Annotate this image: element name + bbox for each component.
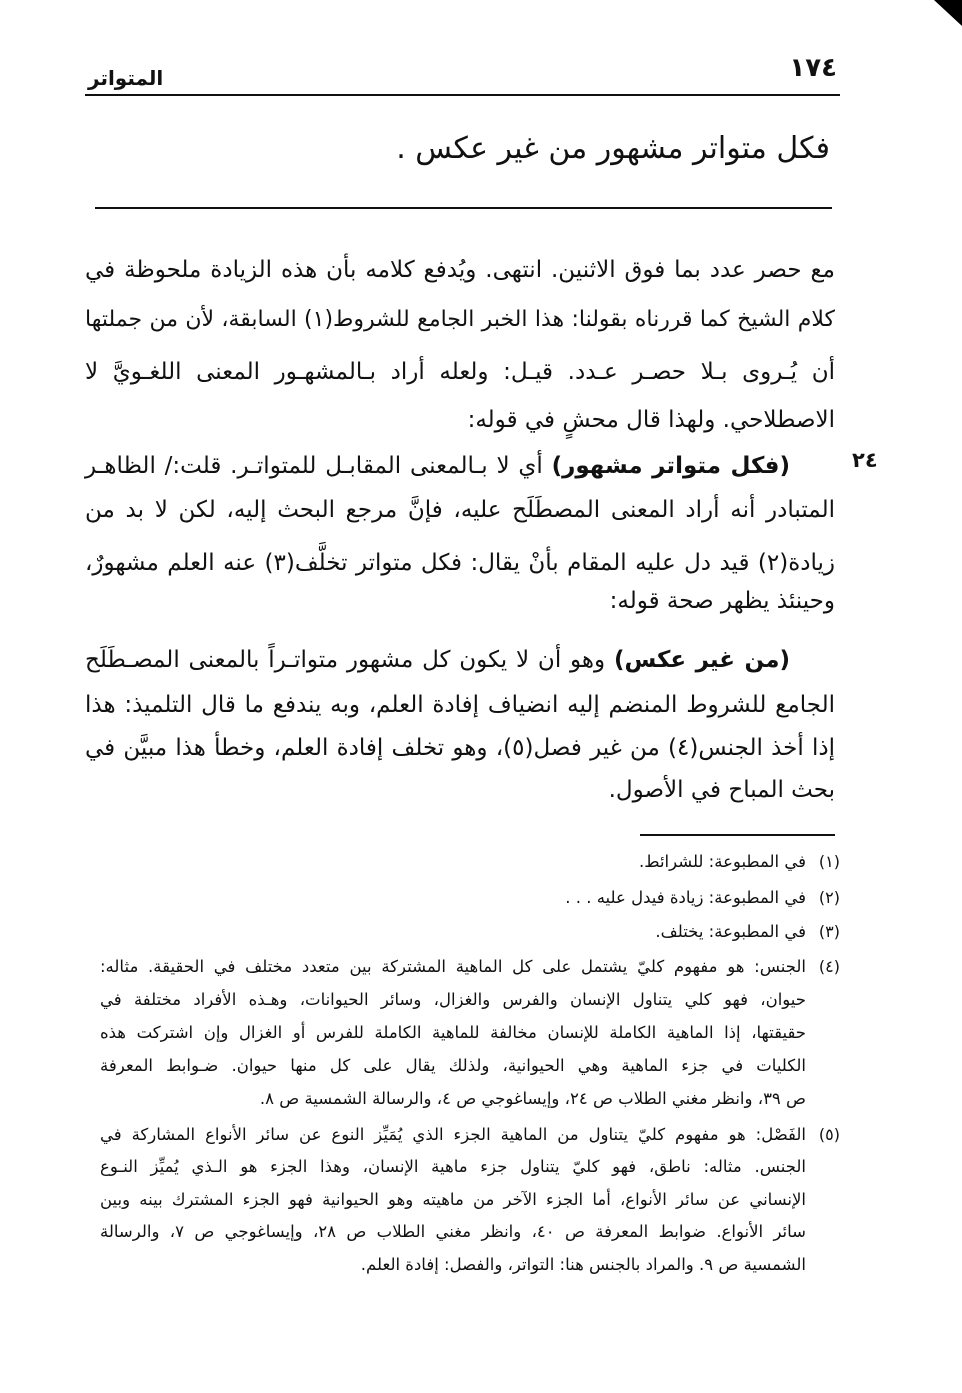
margin-number: ٢٤ <box>852 448 878 472</box>
header-rule <box>85 94 840 96</box>
commentary-line: الجامع للشروط المنضم إليه انضياف إفادة العلم، وبه يندفع ما قال التلميذ: هذا <box>85 692 835 718</box>
footnote-line: في المطبوعة: للشرائط. <box>639 852 806 871</box>
matn-rule <box>95 207 832 209</box>
running-title: المتواتر <box>88 66 164 90</box>
commentary-line: مع حصر عدد بما فوق الاثنين. انتهى. ويُدفع كلامه بأن هذه الزيادة ملحوظة في <box>85 257 835 283</box>
footnote-line: في المطبوعة: يختلف. <box>655 922 806 941</box>
footnote-line: حقيقتها، إذا الماهية الكاملة للإنسان مخالفة للماهية الكاملة للفرس أو الغزال وإن اشتركت هذه <box>100 1023 806 1042</box>
commentary-line <box>85 446 790 486</box>
corner-mark <box>934 0 962 26</box>
footnote-number: (٥) <box>818 1125 840 1144</box>
line-text: وهو أن لا يكون كل مشهور متواتـراً بالمعنى المصـطَلَح <box>85 647 614 673</box>
commentary-line: إذا أخذ الجنس(٤) من غير فصل(٥)، وهو تخلف إفادة العلم، وخطأ هذا مبيَّن في <box>85 735 835 761</box>
commentary-line: وحينئذ يظهر صحة قوله: <box>609 588 835 614</box>
footnote-number: (١) <box>818 852 840 871</box>
footnote-rule <box>640 834 835 836</box>
line-text: أي لا بـالمعنى المقابـل للمتواتـر. قلت:/ الظاهـر <box>85 453 552 479</box>
commentary-line: أن يُـروى بـلا حصـر عـدد. قيـل: ولعله أراد بـالمشهـور المعنى اللغـويَّ لا <box>85 359 835 385</box>
lemma-bold: (فكل متواتر مشهور) <box>551 453 790 479</box>
footnote-number: (٤) <box>818 957 840 976</box>
footnote-line: الإنساني عن سائر الأنواع، أما الجزء الآخر من ماهيته وهو الحيوانية فهو الجزء المشترك بينه وبين <box>100 1190 806 1209</box>
footnote-line: الجنس. مثاله: ناطق، فهو كليّ يتناول جزء ماهية الإنسان، وهذا الجزء هو الـذي يُميِّز النـوع <box>100 1157 806 1176</box>
footnote-line: الجنس: هو مفهوم كليّ يشتمل على كل الماهية المشتركة بين متعدد مختلف في الحقيقة. مثاله: <box>100 957 806 976</box>
commentary-line: المتبادر أنه أراد المعنى المصطَلَح عليه، فإنَّ مرجع البحث إليه، لكن لا بد من <box>85 497 835 523</box>
footnote-line: الشمسية ص ٩. والمراد بالجنس هنا: التواتر، والفصل: إفادة العلم. <box>360 1255 806 1274</box>
page-number: ١٧٤ <box>789 53 837 83</box>
commentary-line: زيادة(٢) قيد دل عليه المقام بأنْ يقال: فكل متواتر تخلَّف(٣) عنه العلم مشهورٌ، <box>85 550 836 576</box>
footnote-line: الفَصْل: هو مفهوم كليّ يتناول من الماهية الجزء الذي يُمَيِّز النوع عن سائر الأنواع المشاركة في <box>100 1125 806 1144</box>
commentary-line <box>85 640 790 680</box>
footnote-line: ص ٣٩، وانظر مغني الطلاب ص ٢٤، وإيساغوجي ص ٤، والرسالة الشمسية ص ٨. <box>259 1089 806 1108</box>
footnote-line: سائر الأنواع. ضوابط المعرفة ص ٤٠، وانظر مغني الطلاب ص ٢٨، وإيساغوجي ص ٧، والرسالة <box>100 1222 806 1241</box>
matn-text: فكل متواتر مشهور من غير عكس . <box>396 131 830 166</box>
lemma-bold: (من غير عكس) <box>613 647 790 673</box>
footnote-line: الكليات في جزء الماهية وهي الحيوانية، ولذلك يقال على كل منها حيوان. ضـوابط المعرفة <box>100 1056 806 1075</box>
footnote-number: (٢) <box>818 888 840 907</box>
footnote-number: (٣) <box>818 922 840 941</box>
footnote-line: حيوان، فهو كلي يتناول الإنسان والفرس والغزال، وسائر الحيوانات، وهـذه الأفراد مختلفة في <box>100 990 806 1009</box>
commentary-line: الاصطلاحي. ولهذا قال محشٍ في قوله: <box>467 407 835 433</box>
commentary-line: كلام الشيخ كما قررناه بقولنا: هذا الخبر الجامع للشروط(١) السابقة، لأن من جملتها <box>85 307 835 332</box>
footnote-line: في المطبوعة: زيادة فيدل عليه . . . <box>565 888 806 907</box>
commentary-line: بحث المباح في الأصول. <box>608 777 835 803</box>
